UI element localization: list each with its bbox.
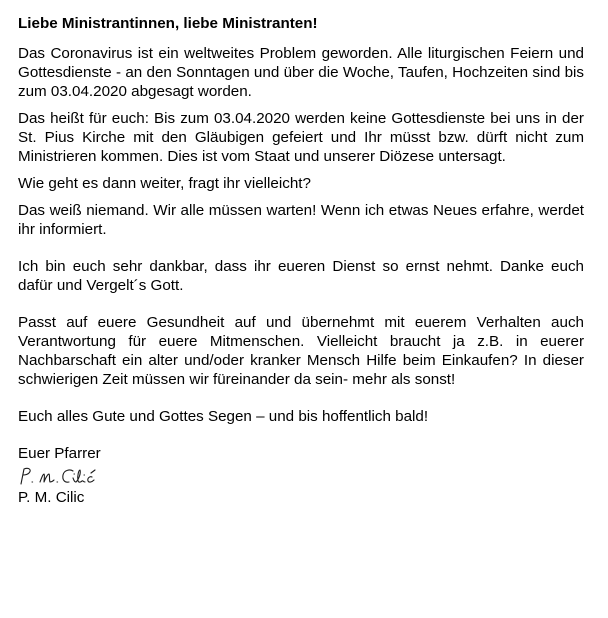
paragraph-thanks: Ich bin euch sehr dankbar, dass ihr eueren Dienst so ernst nehmt. Danke euch dafür und Vergelt´s Gott. <box>18 258 584 294</box>
sign-off: Euer Pfarrer <box>18 445 101 462</box>
paragraph-coronavirus: Das Coronavirus ist ein weltweites Problem geworden. Alle liturgischen Feiern und Gottesdienste - an den Sonntagen und über die Woche, Taufen, Hochzeiten sind bis zum 03.04.2020 abgesagt worden. <box>18 45 584 100</box>
paragraph-waiting: Das weiß niemand. Wir alle müssen warten! Wenn ich etwas Neues erfahre, werdet ihr informiert. <box>18 202 584 238</box>
paragraph-health: Passt auf euere Gesundheit auf und übernehmt mit euerem Verhalten auch Verantwortung für euere Mitmenschen. Vielleicht braucht ja z.B. in euerer Nachbarschaft ein alter und/oder kranker Mensch Hilfe beim Einkaufen? In dieser schwierigen Zeit müssen wir füreinander da sein- mehr als sonst! <box>18 314 584 388</box>
paragraph-question: Wie geht es dann weiter, fragt ihr vielleicht? <box>18 175 311 192</box>
signature-block <box>18 444 584 507</box>
handwritten-signature <box>18 465 128 487</box>
paragraph-meaning: Das heißt für euch: Bis zum 03.04.2020 werden keine Gottesdienste bei uns in der St. Pius Kirche mit den Gläubigen gefeiert und Ihr müsst bzw. dürft nicht zum Ministrieren kommen. Dies ist vom Staat und unserer Diözese untersagt. <box>18 110 584 165</box>
letter <box>18 14 584 507</box>
paragraph-blessing: Euch alles Gute und Gottes Segen – und bis hoffentlich bald! <box>18 408 429 425</box>
letter-greeting: Liebe Ministrantinnen, liebe Ministranten! <box>18 15 318 32</box>
signer-name: P. M. Cilic <box>18 489 85 506</box>
